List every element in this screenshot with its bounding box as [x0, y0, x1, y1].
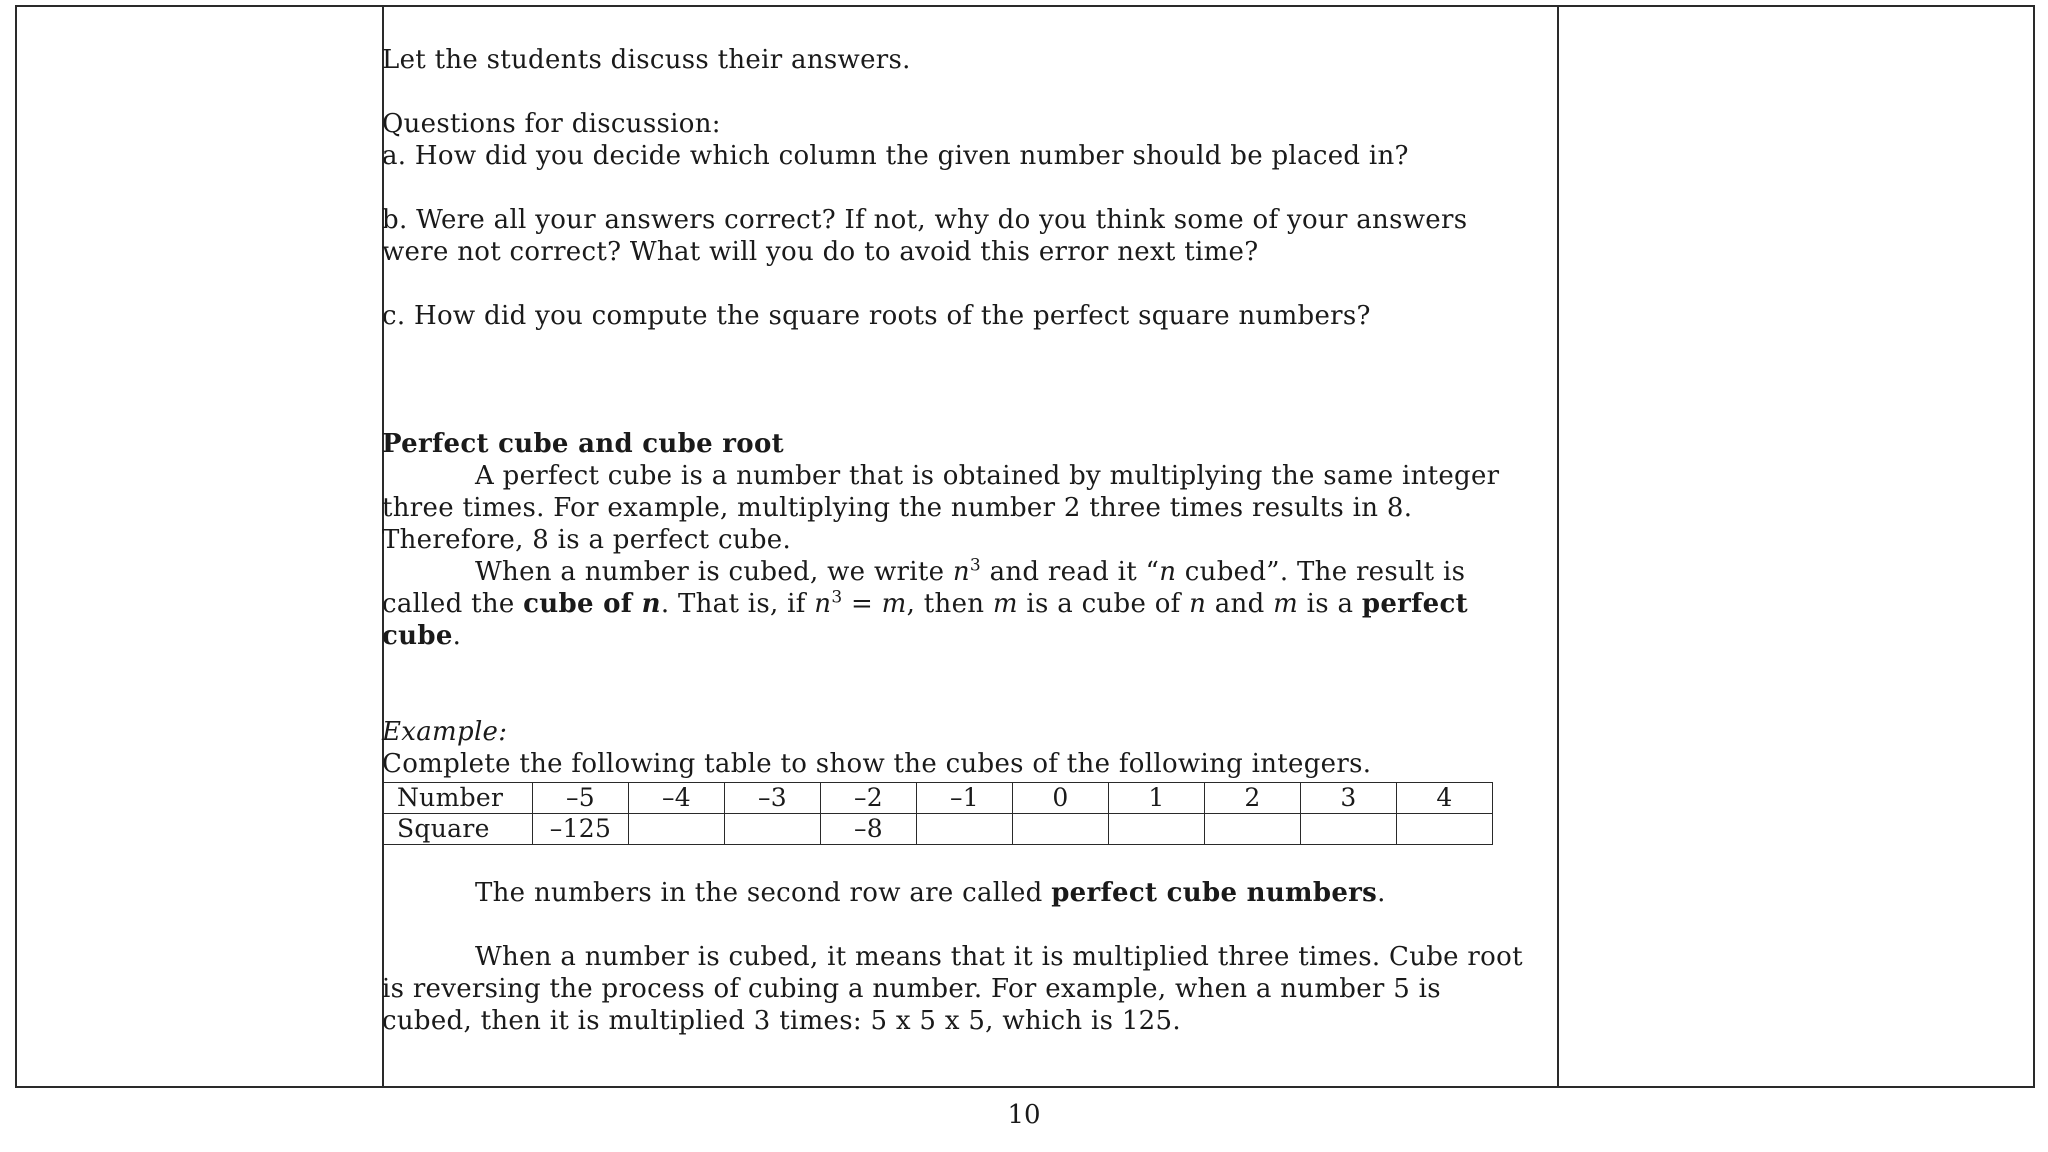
table-cell: –4 — [629, 783, 725, 814]
table-cell — [1301, 814, 1397, 845]
table-cell — [1013, 814, 1109, 845]
question-b: b. Were all your answers correct? If not, why do you think some of your answers were not correct? What will you do to avoid this error next time? — [382, 205, 1468, 267]
table-cell: –3 — [725, 783, 821, 814]
table-cell: –2 — [821, 783, 917, 814]
question-a: a. How did you decide which column the given number should be placed in? — [382, 141, 1409, 171]
table-row — [383, 783, 1493, 814]
table-row — [383, 814, 1493, 845]
right-column-divider — [1557, 7, 1559, 1086]
cube-notation-paragraph: When a number is cubed, we write $n^3$ and read it “n cubed”. The result is called the cube of n. That is, if $n^3 = m$, then m is a cube of n and m is a perfect cube. — [382, 555, 1468, 651]
example-instruction: Complete the following table to show the cubes of the following integers. — [382, 749, 1372, 779]
table-cell: 0 — [1013, 783, 1109, 814]
lesson-content — [382, 44, 1532, 1037]
perfect-cube-heading: Perfect cube and cube root — [382, 429, 784, 459]
table-cell — [917, 814, 1013, 845]
table-cell: –5 — [533, 783, 629, 814]
example-label: Example: — [382, 717, 508, 747]
cubes-table — [382, 782, 1493, 845]
table-cell — [1205, 814, 1301, 845]
table-cell — [629, 814, 725, 845]
cube-root-paragraph: When a number is cubed, it means that it is multiplied three times. Cube root is reversing the process of cubing a number. For example, when a number 5 is cubed, then it is multiplied 3 times: 5 x 5 x 5, which is 125. — [382, 942, 1523, 1036]
table-cell: 2 — [1205, 783, 1301, 814]
table-cell — [725, 814, 821, 845]
table-cell — [1109, 814, 1205, 845]
row-label-number: Number — [383, 783, 533, 814]
questions-heading: Questions for discussion: — [382, 109, 721, 139]
table-cell: –8 — [821, 814, 917, 845]
discussion-intro: Let the students discuss their answers. — [382, 45, 911, 75]
table-cell: 1 — [1109, 783, 1205, 814]
table-cell: –125 — [533, 814, 629, 845]
page-number: 10 — [1007, 1100, 1041, 1130]
table-cell: 4 — [1397, 783, 1493, 814]
table-cell: 3 — [1301, 783, 1397, 814]
table-cell: –1 — [917, 783, 1013, 814]
perfect-cube-numbers-note: The numbers in the second row are called perfect cube numbers. — [475, 878, 1386, 908]
question-c: c. How did you compute the square roots of the perfect square numbers? — [382, 301, 1371, 331]
row-label-square: Square — [383, 814, 533, 845]
table-cell — [1397, 814, 1493, 845]
perfect-cube-definition: A perfect cube is a number that is obtained by multiplying the same integer three times. For example, multiplying the number 2 three times results in 8. Therefore, 8 is a perfect cube. — [382, 461, 1500, 555]
